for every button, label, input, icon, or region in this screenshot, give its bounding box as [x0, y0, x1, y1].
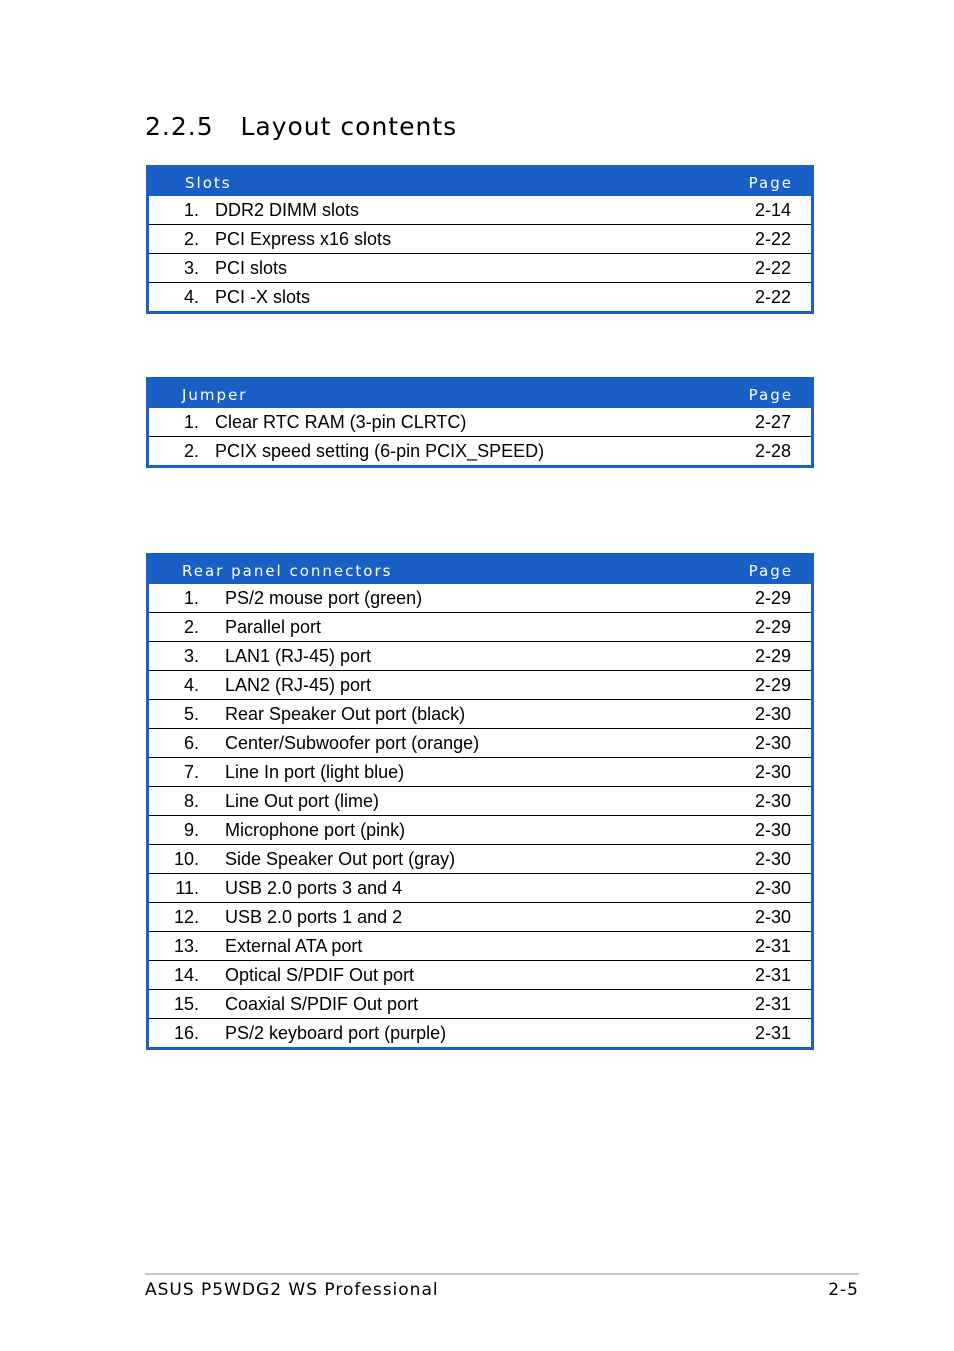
row-page: 2-30 [754, 907, 791, 927]
footer-divider [145, 1273, 859, 1275]
row-page: 2-29 [754, 646, 791, 666]
row-number: 2. [183, 229, 199, 249]
table-header-page: Page [748, 562, 793, 580]
row-page: 2-14 [754, 200, 791, 220]
row-page: 2-31 [754, 1023, 791, 1043]
table-row [149, 436, 811, 465]
row-label: USB 2.0 ports 1 and 2 [225, 907, 403, 927]
row-page: 2-30 [754, 762, 791, 782]
table-row [149, 699, 811, 728]
jumper-table [146, 377, 814, 468]
row-label: Side Speaker Out port (gray) [225, 849, 456, 869]
section-title: Layout contents [240, 112, 458, 141]
table-header-label: Jumper [182, 386, 248, 404]
rear-panel-connectors-table [146, 553, 814, 1050]
table-row [149, 960, 811, 989]
row-label: Parallel port [225, 617, 322, 637]
row-label: PCIX speed setting (6-pin PCIX_SPEED) [215, 441, 545, 461]
row-number: 3. [183, 258, 199, 278]
row-page: 2-30 [754, 733, 791, 753]
table-row [149, 253, 811, 282]
row-label: PS/2 keyboard port (purple) [225, 1023, 447, 1043]
slots-table [146, 165, 814, 314]
row-number: 10. [173, 849, 199, 869]
row-number: 5. [183, 704, 199, 724]
table-header [149, 553, 811, 584]
row-number: 16. [173, 1023, 199, 1043]
row-page: 2-31 [754, 994, 791, 1014]
table-row [149, 282, 811, 311]
row-number: 4. [183, 287, 199, 307]
table-row [149, 1018, 811, 1047]
table-row [149, 989, 811, 1018]
row-label: Optical S/PDIF Out port [225, 965, 415, 985]
row-page: 2-30 [754, 704, 791, 724]
row-number: 3. [183, 646, 199, 666]
table-header-page: Page [748, 174, 793, 192]
row-page: 2-30 [754, 878, 791, 898]
row-number: 1. [183, 588, 199, 608]
row-number: 9. [183, 820, 199, 840]
row-label: Rear Speaker Out port (black) [225, 704, 466, 724]
row-label: Center/Subwoofer port (orange) [225, 733, 480, 753]
table-row [149, 728, 811, 757]
row-label: Coaxial S/PDIF Out port [225, 994, 419, 1014]
row-number: 1. [183, 200, 199, 220]
row-page: 2-31 [754, 965, 791, 985]
table-row [149, 641, 811, 670]
row-label: PCI slots [215, 258, 288, 278]
row-label: Line Out port (lime) [225, 791, 380, 811]
table-row [149, 873, 811, 902]
section-number: 2.2.5 [145, 112, 214, 141]
row-page: 2-22 [754, 287, 791, 307]
row-label: PS/2 mouse port (green) [225, 588, 423, 608]
row-page: 2-30 [754, 820, 791, 840]
table-row [149, 902, 811, 931]
row-label: USB 2.0 ports 3 and 4 [225, 878, 403, 898]
row-number: 2. [183, 441, 199, 461]
table-header-page: Page [748, 386, 793, 404]
table-row [149, 844, 811, 873]
row-page: 2-29 [754, 675, 791, 695]
row-label: LAN1 (RJ-45) port [225, 646, 372, 666]
table-header [149, 377, 811, 408]
row-label: DDR2 DIMM slots [215, 200, 360, 220]
row-page: 2-30 [754, 849, 791, 869]
row-number: 11. [175, 878, 199, 898]
table-row [149, 757, 811, 786]
row-label: Microphone port (pink) [225, 820, 406, 840]
row-page: 2-29 [754, 588, 791, 608]
footer-product-name: ASUS P5WDG2 WS Professional [145, 1280, 439, 1300]
row-label: LAN2 (RJ-45) port [225, 675, 372, 695]
row-label: PCI -X slots [215, 287, 311, 307]
row-number: 1. [183, 412, 199, 432]
table-header-label: Rear panel connectors [182, 562, 393, 580]
table-row [149, 196, 811, 224]
table-row [149, 408, 811, 436]
table-header [149, 165, 811, 196]
row-number: 13. [173, 936, 199, 956]
row-page: 2-22 [754, 229, 791, 249]
row-number: 6. [183, 733, 199, 753]
row-page: 2-28 [754, 441, 791, 461]
row-number: 15. [173, 994, 199, 1014]
table-row [149, 670, 811, 699]
row-page: 2-31 [754, 936, 791, 956]
row-number: 7. [183, 762, 199, 782]
section-heading [145, 112, 457, 141]
table-row [149, 815, 811, 844]
row-number: 12. [173, 907, 199, 927]
row-number: 4. [183, 675, 199, 695]
footer-page-number: 2-5 [828, 1280, 859, 1300]
row-page: 2-29 [754, 617, 791, 637]
row-label: Line In port (light blue) [225, 762, 405, 782]
row-number: 14. [173, 965, 199, 985]
table-row [149, 786, 811, 815]
table-row [149, 584, 811, 612]
row-page: 2-22 [754, 258, 791, 278]
row-number: 8. [183, 791, 199, 811]
row-number: 2. [183, 617, 199, 637]
table-row [149, 224, 811, 253]
table-header-label: Slots [185, 174, 232, 192]
row-label: PCI Express x16 slots [215, 229, 392, 249]
row-page: 2-27 [754, 412, 791, 432]
table-row [149, 931, 811, 960]
table-row [149, 612, 811, 641]
row-label: Clear RTC RAM (3-pin CLRTC) [215, 412, 467, 432]
row-page: 2-30 [754, 791, 791, 811]
row-label: External ATA port [225, 936, 363, 956]
